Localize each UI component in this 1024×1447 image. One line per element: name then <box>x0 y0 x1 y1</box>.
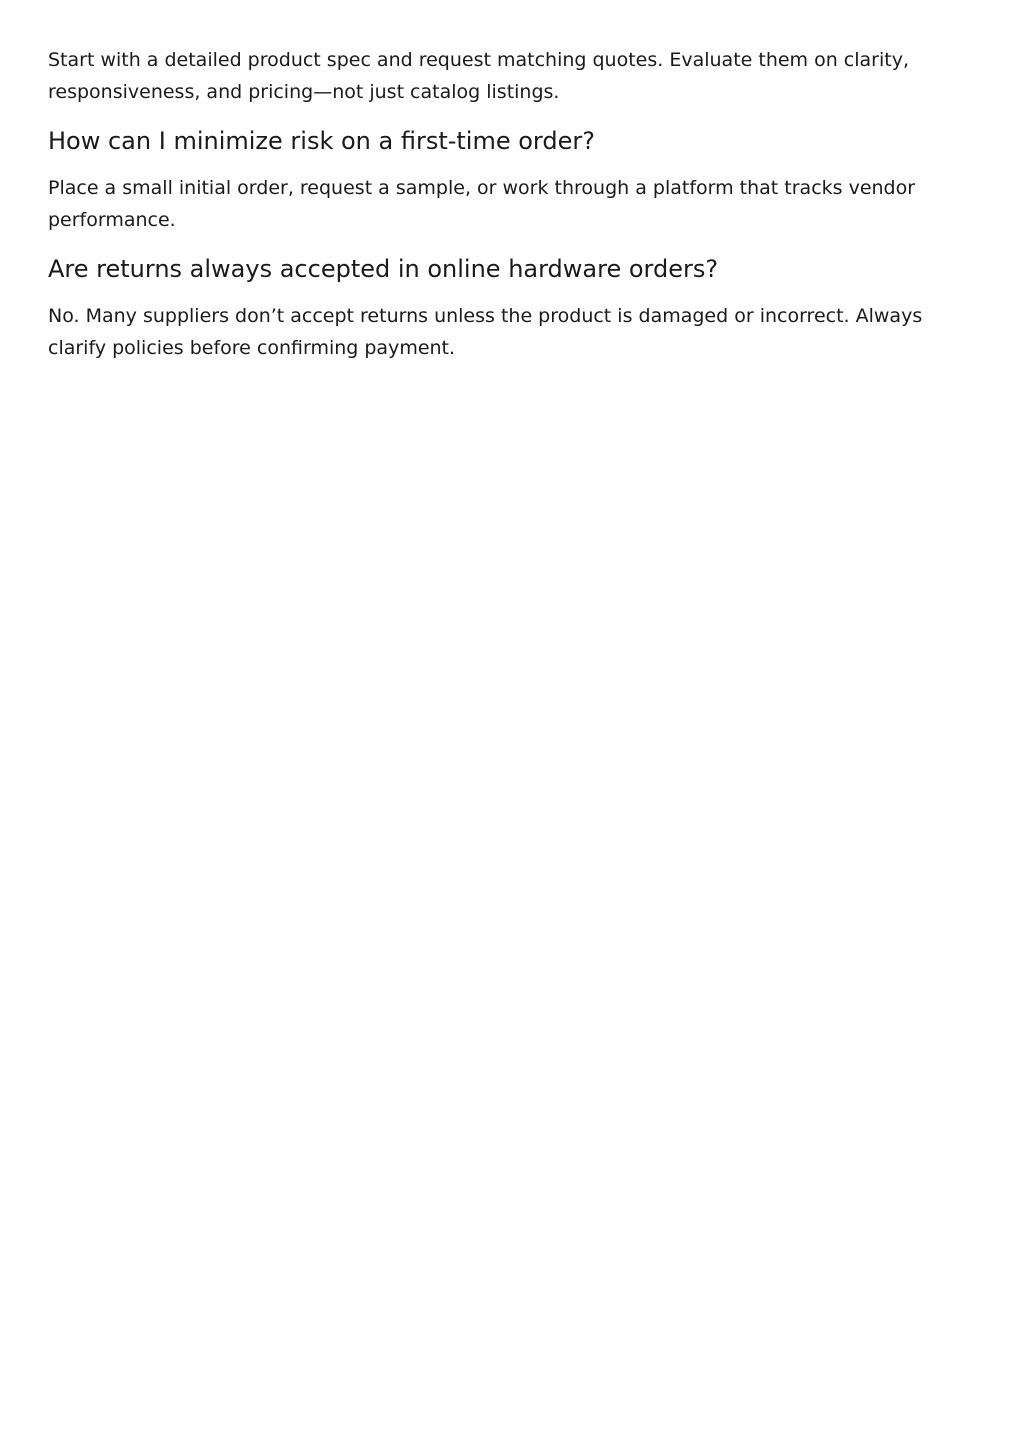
faq-answer-returns: No. Many suppliers don’t accept returns unless the product is damaged or incorrect. Always clarify policies before confirming payment. <box>48 305 923 359</box>
faq-question-returns: Are returns always accepted in online hardware orders? <box>48 255 719 283</box>
faq-question-minimize-risk: How can I minimize risk on a first-time order? <box>48 127 595 155</box>
faq-answer-minimize-risk: Place a small initial order, request a sample, or work through a platform that tracks vendor performance. <box>48 177 916 231</box>
faq-intro-answer: Start with a detailed product spec and request matching quotes. Evaluate them on clarity, responsiveness, and pricing—not just catalog listings. <box>48 49 909 103</box>
faq-content <box>48 44 976 364</box>
